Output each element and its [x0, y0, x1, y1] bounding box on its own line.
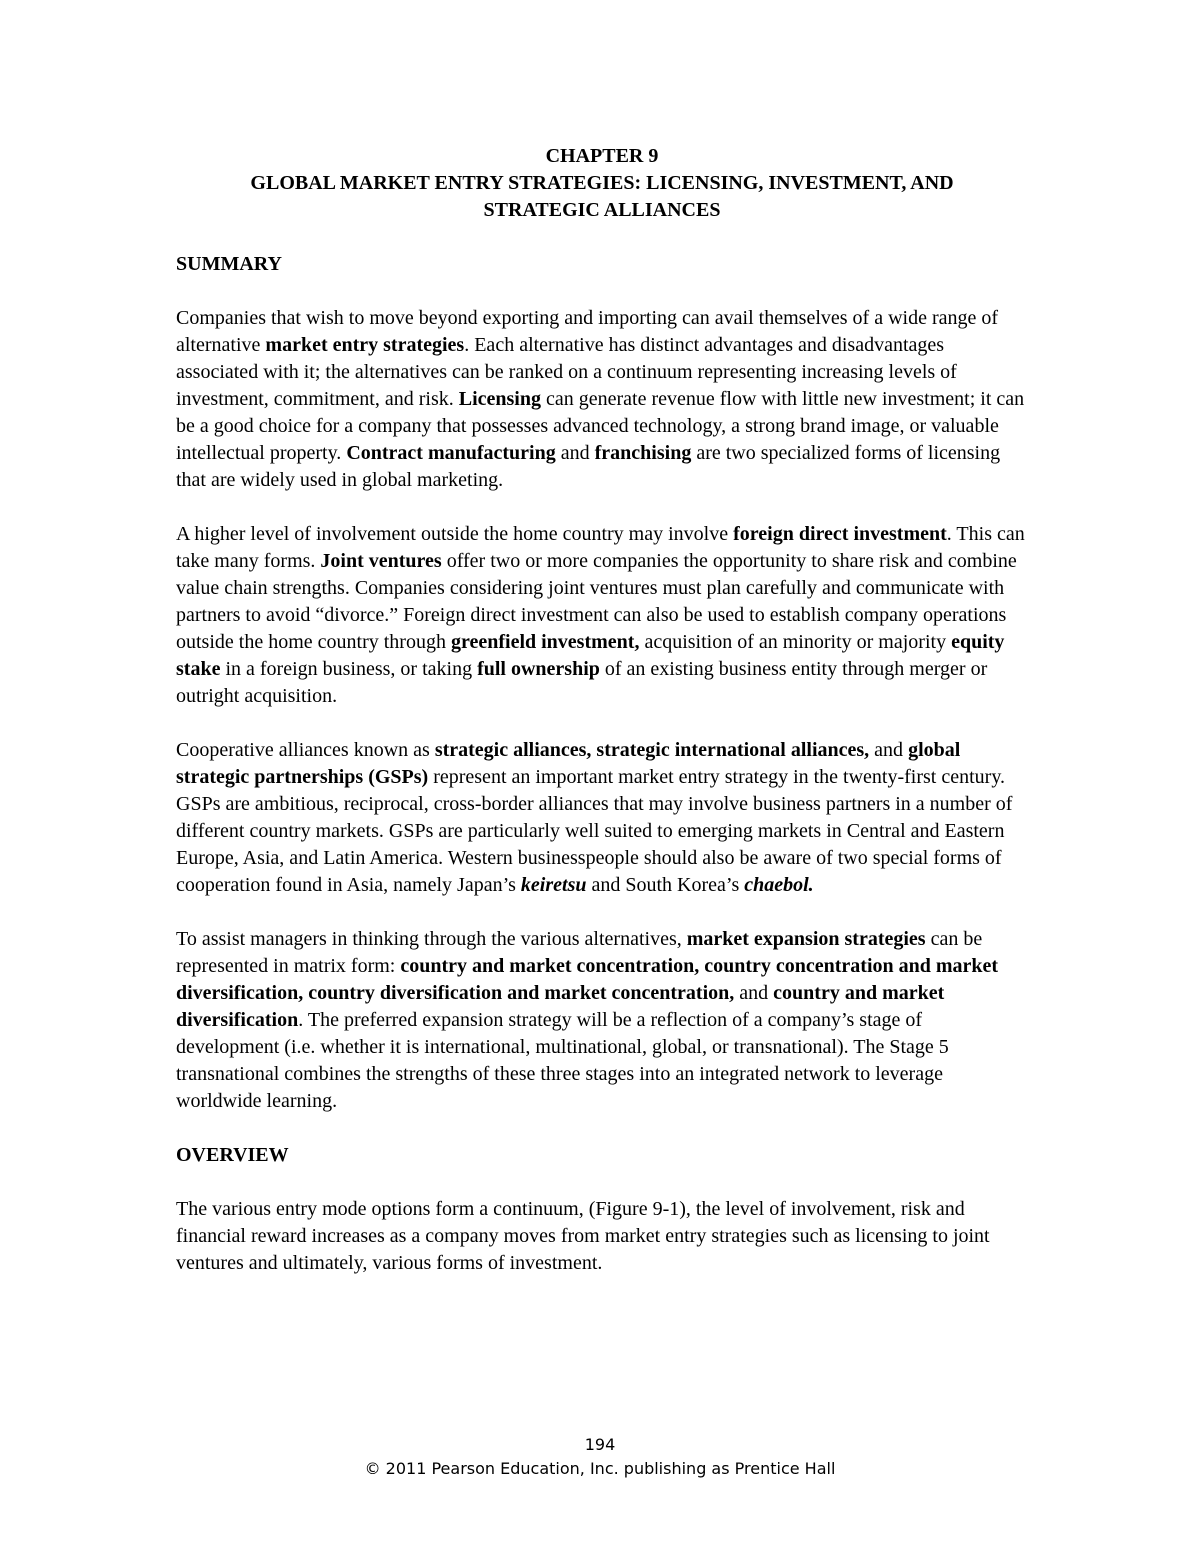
text-run: and	[555, 442, 595, 464]
bold-term: full ownership	[477, 658, 600, 680]
text-run: . The preferred expansion strategy will be a reflection of a company’s stage of development (i.e. whether it is international, multinational, global, or transnational). The Stage 5 transnational combines the strengths of these three stages into an integrated network to leverage worldwide learning.	[176, 1009, 949, 1112]
text-run: and	[734, 982, 774, 1004]
bold-term: foreign direct investment	[733, 523, 947, 545]
text-run: of an existing business entity through merger or outright acquisition.	[176, 658, 988, 707]
summary-paragraph-1	[176, 305, 1028, 494]
text-run: and	[869, 739, 909, 761]
page-footer	[0, 1433, 1200, 1481]
bold-term: global strategic partnerships (GSPs)	[176, 739, 961, 788]
chapter-number: CHAPTER 9	[545, 145, 659, 167]
text-run: and South Korea’s	[586, 874, 745, 896]
overview-heading: OVERVIEW	[176, 1144, 289, 1166]
text-run: Companies that wish to move beyond exporting and importing can avail themselves of a wide range of alternative	[176, 307, 999, 356]
summary-paragraph-3	[176, 737, 1028, 899]
text-run: Cooperative alliances known as	[176, 739, 435, 761]
summary-paragraph-4	[176, 926, 1028, 1115]
bold-term: Joint ventures	[320, 550, 442, 572]
text-run: A higher level of involvement outside the home country may involve	[176, 523, 734, 545]
bold-term: equity stake	[176, 631, 1005, 680]
bold-term: country and market concentration, country concentration and market diversification, country diversification and market concentration,	[176, 955, 999, 1004]
text-run: can be represented in matrix form:	[176, 928, 983, 977]
bold-term: greenfield investment,	[450, 631, 640, 653]
text-run: . This can take many forms.	[176, 523, 1025, 572]
text-run: acquisition of an minority or majority	[639, 631, 952, 653]
overview-paragraph-1	[176, 1196, 1028, 1277]
bold-term: strategic alliances, strategic international alliances,	[434, 739, 870, 761]
text-run: . Each alternative has distinct advantages and disadvantages associated with it; the alternatives can be ranked on a continuum representing increasing levels of investment, commitment, and risk.	[176, 334, 957, 410]
text-run: can generate revenue flow with little new investment; it can be a good choice for a company that possesses advanced technology, a strong brand image, or valuable intellectual property.	[176, 388, 1025, 464]
page-content	[176, 143, 1028, 1277]
copyright-notice: © 2011 Pearson Education, Inc. publishing as Prentice Hall	[364, 1459, 836, 1478]
bold-term: Contract manufacturing	[346, 442, 556, 464]
text-run: offer two or more companies the opportunity to share risk and combine value chain strengths. Companies considering joint ventures must plan carefully and communicate with partners to avoid “divorce.” Foreign direct investment can also be used to establish company operations outside the home country through	[176, 550, 1017, 653]
text-run: To assist managers in thinking through the various alternatives,	[176, 928, 687, 950]
bold-term: Licensing	[458, 388, 541, 410]
text-run: represent an important market entry strategy in the twenty-first century. GSPs are ambitious, reciprocal, cross-border alliances that may involve business partners in a number of different country markets. GSPs are particularly well suited to emerging markets in Central and Eastern Europe, Asia, and Latin America. Western businesspeople should also be aware of two special forms of cooperation found in Asia, namely Japan’s	[176, 766, 1013, 896]
bold-term: chaebol.	[744, 874, 814, 896]
chapter-heading	[176, 143, 1028, 224]
chapter-title-line-1: GLOBAL MARKET ENTRY STRATEGIES: LICENSING, INVESTMENT, AND	[250, 172, 954, 194]
summary-heading: SUMMARY	[176, 253, 282, 275]
bold-term: market entry strategies	[265, 334, 465, 356]
page-number: 194	[584, 1435, 616, 1454]
chapter-title-line-2: STRATEGIC ALLIANCES	[483, 199, 721, 221]
bold-term: keiretsu	[520, 874, 587, 896]
bold-term: franchising	[594, 442, 692, 464]
text-run: in a foreign business, or taking	[220, 658, 478, 680]
summary-paragraph-2	[176, 521, 1028, 710]
text-run: The various entry mode options form a continuum, (Figure 9-1), the level of involvement, risk and financial reward increases as a company moves from market entry strategies such as licensing to joint ventures and ultimately, various forms of investment.	[176, 1198, 990, 1274]
bold-term: country and market diversification	[176, 982, 945, 1031]
text-run: are two specialized forms of licensing that are widely used in global marketing.	[176, 442, 1001, 491]
bold-term: market expansion strategies	[686, 928, 926, 950]
